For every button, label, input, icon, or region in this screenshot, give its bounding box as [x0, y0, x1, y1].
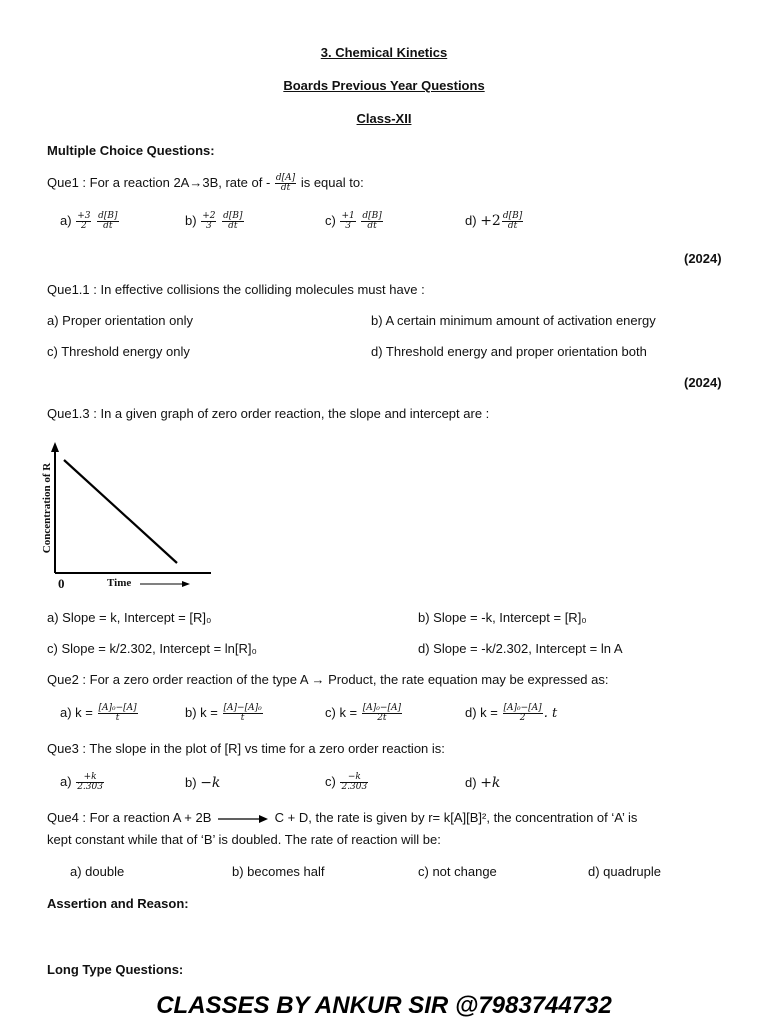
question-1-1: Que1.1 : In effective collisions the colliding molecules must have : — [47, 282, 425, 297]
q4-line2: kept constant while that of ‘B’ is doubled. The rate of reaction will be: — [47, 832, 441, 847]
q1-1-option-d: d) Threshold energy and proper orientation both — [371, 344, 647, 359]
q3-option-b: b) −k — [185, 775, 221, 791]
question-1 — [47, 174, 364, 193]
q3-option-d: d) +k — [465, 775, 501, 791]
q1-option-d: d) +2 $\frac{d[B]}{dt}$ — [465, 211, 523, 231]
q1-option-b: b) $\frac{+2}{3}$ $\frac{d[B]}{dt}$ — [185, 211, 243, 231]
question-2: Que2 : For a zero order reaction of the type A → Product, the rate equation may be expressed as: — [47, 672, 609, 687]
q2-option-a: a) k = $\frac{\text{[A]₀−[A]}}{t}$ — [60, 703, 137, 723]
q1-1-option-a: a) Proper orientation only — [47, 313, 193, 328]
q4-option-a: a) double — [70, 864, 125, 879]
q3-option-c: c) $\frac{-k}{2.303}$ — [325, 772, 368, 792]
q4-option-d: d) quadruple — [588, 864, 661, 879]
reaction-arrow-icon — [218, 814, 268, 824]
q2-option-c: c) k = $\frac{\text{[A]₀−[A]}}{2t}$ — [325, 703, 401, 723]
q1-year: (2024) — [684, 251, 722, 266]
footer-banner: CLASSES BY ANKUR SIR @7983744732 — [156, 992, 612, 1019]
q1-3-option-c: c) Slope = k/2.302, Intercept = ln[R]₀ — [47, 641, 257, 656]
q4-option-b: b) becomes half — [232, 864, 325, 879]
q1-3-option-d: d) Slope = -k/2.302, Intercept = ln A — [418, 641, 623, 656]
question-4 — [47, 810, 637, 825]
q1-3-option-a: a) Slope = k, Intercept = [R]₀ — [47, 610, 212, 625]
question-3: Que3 : The slope in the plot of [R] vs time for a zero order reaction is: — [47, 741, 445, 756]
q1-option-c: c) $\frac{+1}{3}$ $\frac{d[B]}{dt}$ — [325, 211, 382, 231]
question-1-3: Que1.3 : In a given graph of zero order reaction, the slope and intercept are : — [47, 406, 490, 421]
q4-option-c: c) not change — [418, 864, 497, 879]
q1-suffix: is equal to: — [300, 174, 364, 190]
q4-prefix: Que4 : For a reaction A + 2B — [47, 810, 212, 825]
graph-x-label: Time — [107, 577, 132, 589]
q4-suffix: C + D, the rate is given by r= k[A][B]², the concentration of ‘A’ is — [274, 810, 638, 825]
mcq-heading: Multiple Choice Questions: — [47, 143, 215, 158]
q1-1-option-b: b) A certain minimum amount of activation energy — [371, 313, 656, 328]
zero-order-graph — [44, 436, 216, 592]
graph-time-arrowhead — [182, 581, 190, 587]
q1-1-year: (2024) — [684, 375, 722, 390]
q1-prefix: Que1 : For a reaction 2A→3B, rate of - — [47, 174, 271, 190]
class-label: Class-XII — [356, 111, 412, 126]
assertion-heading: Assertion and Reason: — [47, 896, 189, 911]
page-subtitle: Boards Previous Year Questions — [283, 78, 485, 93]
graph-y-arrow — [51, 442, 59, 452]
q2-option-b: b) k = $\frac{\text{[A]−[A]₀}}{t}$ — [185, 703, 262, 723]
q3-option-a: a) $\frac{+k}{2.303}$ — [60, 772, 103, 792]
q1-option-a: a) $\frac{+3}{2}$ $\frac{d[B]}{dt}$ — [60, 211, 118, 231]
graph-concentration-line — [64, 460, 177, 563]
q1-3-option-b: b) Slope = -k, Intercept = [R]₀ — [418, 610, 587, 625]
graph-y-label: Concentration of R — [41, 462, 53, 554]
long-questions-heading: Long Type Questions: — [47, 962, 184, 977]
chapter-title: 3. Chemical Kinetics — [320, 45, 448, 60]
q1-1-option-c: c) Threshold energy only — [47, 344, 190, 359]
graph-origin-label: 0 — [58, 576, 65, 591]
q2-option-d: d) k = $\frac{\text{[A]₀−[A]}}{2}$ . t — [465, 703, 558, 723]
q1-fraction: $\frac{d[A]}{dt}$ — [275, 173, 296, 193]
